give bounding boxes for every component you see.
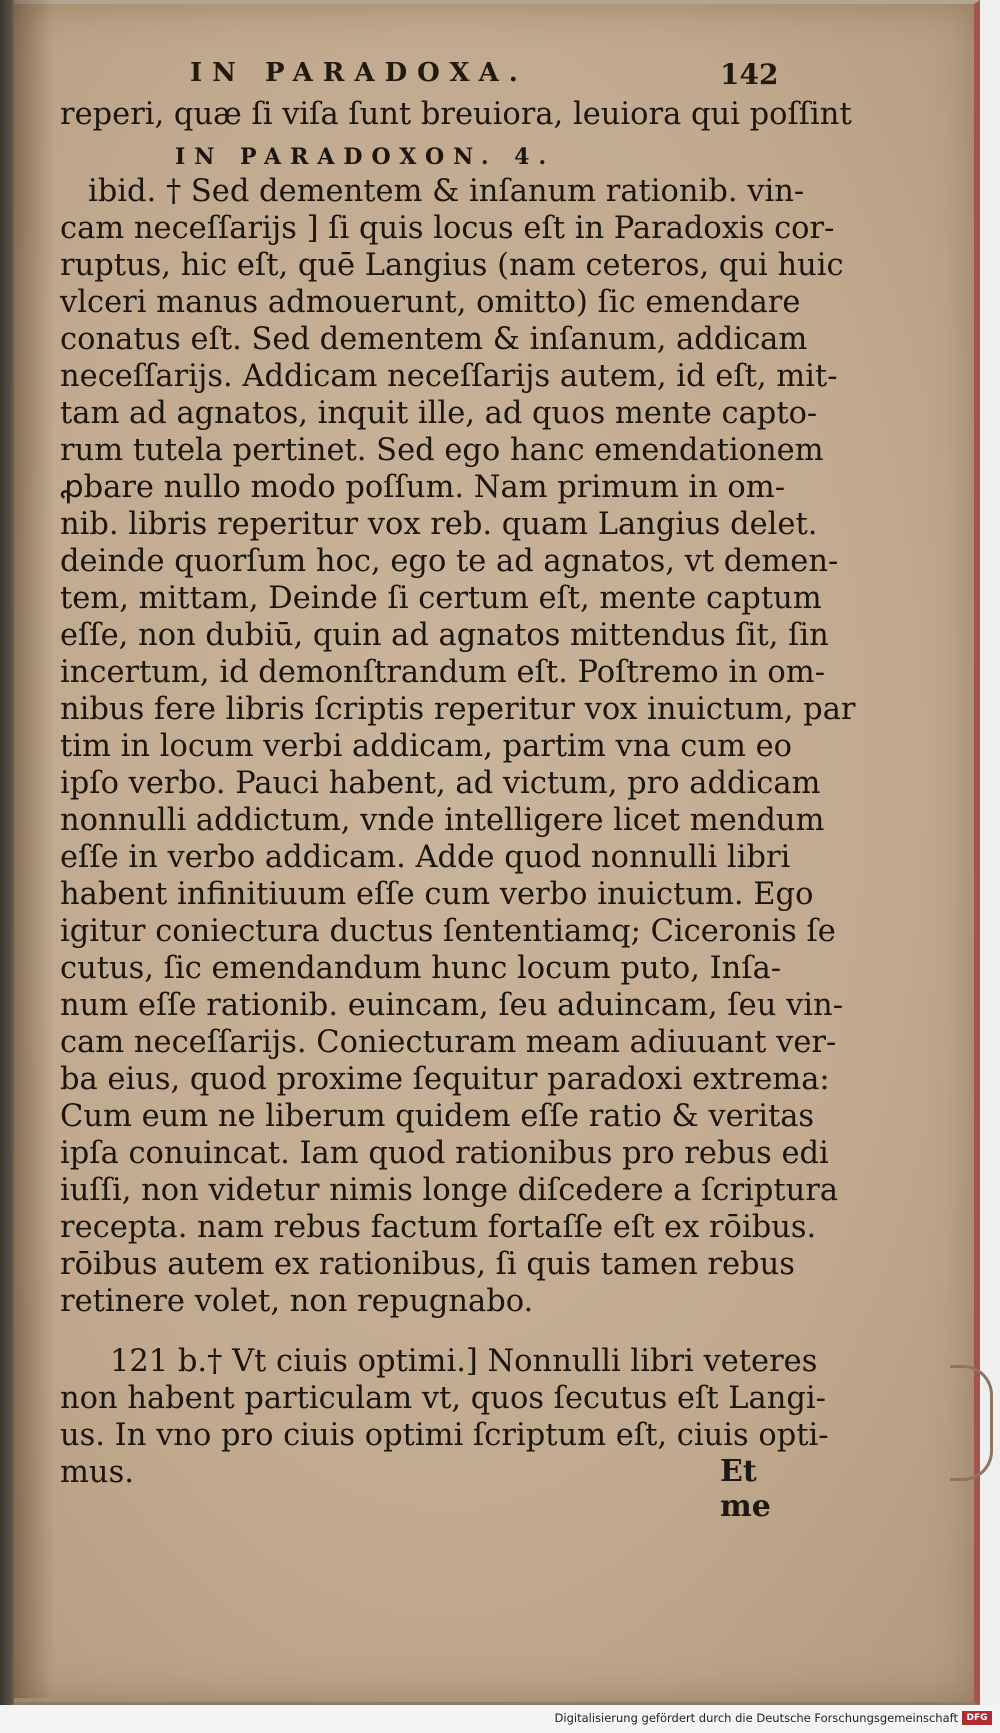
text-line: tim in locum verbi addicam, partim vna cum eo <box>60 729 792 764</box>
text-line: nibus fere libris ſcriptis reperitur vox inuictum, par <box>60 692 856 727</box>
section-heading: IN PARADOXON. 4. <box>175 144 556 170</box>
text-line: 121 b.† Vt ciuis optimi.] Nonnulli libri veteres <box>110 1344 818 1379</box>
dfg-logo-icon: DFG <box>962 1711 992 1725</box>
text-line: ba eius, quod proxime ſequitur paradoxi extrema: <box>60 1062 830 1097</box>
text-line: ibid. † Sed dementem & inſanum rationib. vin- <box>88 174 805 209</box>
text-line: mus. <box>60 1455 134 1490</box>
text-line: ꝓbare nullo modo poſſum. Nam primum in om- <box>60 470 786 505</box>
running-title: IN PARADOXA. <box>190 58 528 88</box>
text-line: igitur coniectura ductus ſententiamq; Ciceronis ſe <box>60 914 836 949</box>
text-line: conatus eſt. Sed dementem & inſanum, addicam <box>60 322 808 357</box>
text-line: eſſe, non dubiū, quin ad agnatos mittendus ſit, ſin <box>60 618 829 653</box>
text-line: eſſe in verbo addicam. Adde quod nonnulli libri <box>60 840 791 875</box>
text-line: habent infinitiuum eſſe cum verbo inuictum. Ego <box>60 877 814 912</box>
text-line: iuſſi, non videtur nimis longe diſcedere a ſcriptura <box>60 1173 839 1208</box>
text-line: cam neceſſarijs. Coniecturam meam adiuuant ver- <box>60 1025 837 1060</box>
page-tab-outline <box>950 1365 993 1481</box>
text-line: vlceri manus admouerunt, omitto) ſic emendare <box>60 285 801 320</box>
text-line: neceſſarijs. Addicam neceſſarijs autem, id eſt, mit- <box>60 359 838 394</box>
text-line: ruptus, hic eſt, quē Langius (nam ceteros, qui huic <box>60 248 844 283</box>
text-line: nonnulli addictum, vnde intelligere licet mendum <box>60 803 825 838</box>
text-line: non habent particulam vt, quos ſecutus eſt Langi- <box>60 1381 826 1416</box>
text-line: rum tutela pertinet. Sed ego hanc emendationem <box>60 433 824 468</box>
text-line: cam neceſſarijs ] ſi quis locus eſt in Paradoxis cor- <box>60 211 835 246</box>
spine-shadow <box>14 0 54 1698</box>
funding-credit: Digitalisierung gefördert durch die Deutsche Forschungsgemeinschaft <box>554 1711 958 1725</box>
text-line: Cum eum ne liberum quidem eſſe ratio & veritas <box>60 1099 815 1134</box>
text-line: ipſo verbo. Pauci habent, ad victum, pro addicam <box>60 766 821 801</box>
folio-number: 142 <box>720 58 779 91</box>
text-line: ipſa conuincat. Iam quod rationibus pro rebus edi <box>60 1136 829 1171</box>
text-line: deinde quorſum hoc, ego te ad agnatos, vt demen- <box>60 544 839 579</box>
text-line: tem, mittam, Deinde ſi certum eſt, mente captum <box>60 581 822 616</box>
text-line: num eſſe rationib. euincam, ſeu aduincam, ſeu vin- <box>60 988 844 1023</box>
text-line: us. In vno pro ciuis optimi ſcriptum eſt, ciuis opti- <box>60 1418 829 1453</box>
footer-bar <box>0 1705 1000 1733</box>
catchword: Et me <box>720 1454 771 1524</box>
text-line: incertum, id demonſtrandum eſt. Poſtremo in om- <box>60 655 826 690</box>
text-line: nib. libris reperitur vox reb. quam Langius delet. <box>60 507 818 542</box>
text-line: recepta. nam rebus factum fortaſſe eſt ex rōibus. <box>60 1210 817 1245</box>
text-line: retinere volet, non repugnabo. <box>60 1284 534 1319</box>
text-line: reperi, quæ ſi viſa ſunt breuiora, leuiora qui poſſint <box>60 97 852 132</box>
text-line: cutus, ſic emendandum hunc locum puto, Inſa- <box>60 951 782 986</box>
text-line: tam ad agnatos, inquit ille, ad quos mente capto- <box>60 396 818 431</box>
text-line: rōibus autem ex rationibus, ſi quis tamen rebus <box>60 1247 795 1282</box>
